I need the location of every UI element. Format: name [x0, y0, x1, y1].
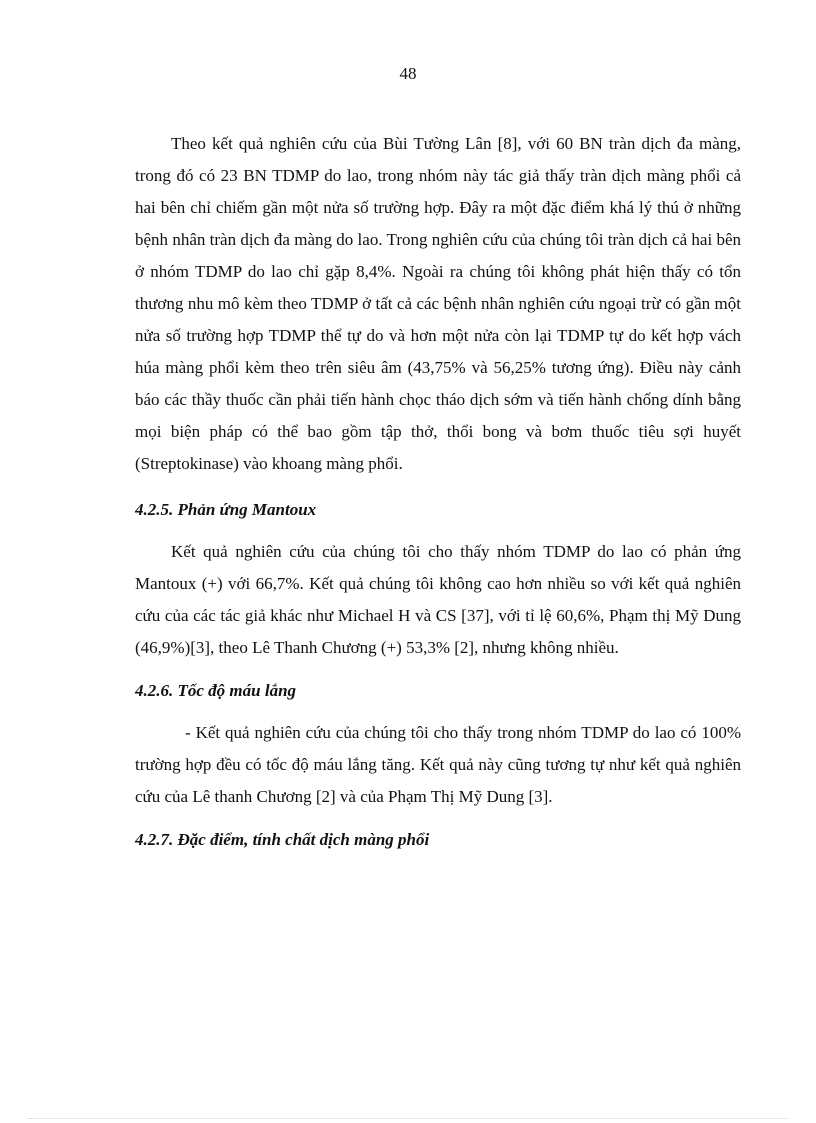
paragraph-mantoux: Kết quả nghiên cứu của chúng tôi cho thấy nhóm TDMP do lao có phản ứng Mantoux (+) với 66,7%. Kết quả chúng tôi không cao hơn nhiều so với kết quả nghiên cứu của các tác giả khác như Michael H và CS [37], với tỉ lệ 60,6%, Phạm thị Mỹ Dung (46,9%)[3], theo Lê Thanh Chương (+) 53,3% [2], nhưng không nhiều.	[135, 542, 741, 657]
document-body	[135, 128, 741, 866]
paragraph-esr: - Kết quả nghiên cứu của chúng tôi cho thấy trong nhóm TDMP do lao có 100% trường hợp đều có tốc độ máu lắng tăng. Kết quả này cũng tương tự như kết quả nghiên cứu của Lê thanh Chương [2] và của Phạm Thị Mỹ Dung [3].	[135, 723, 741, 806]
section-heading-pleural-fluid: 4.2.7. Đặc điểm, tính chất dịch màng phổi	[135, 830, 430, 849]
paragraph-pleural-effusion-discussion: Theo kết quả nghiên cứu của Bùi Tường Lân [8], với 60 BN tràn dịch đa màng, trong đó có 23 BN TDMP do lao, trong nhóm này tác giả thấy tràn dịch màng phổi cả hai bên chỉ chiếm gần một nửa số trường hợp. Đây ra một đặc điểm khá lý thú ở những bệnh nhân tràn dịch đa màng do lao. Trong nghiên cứu của chúng tôi tràn dịch cả hai bên ở nhóm TDMP do lao chỉ gặp 8,4%. Ngoài ra chúng tôi không phát hiện thấy có tổn thương nhu mô kèm theo TDMP ở tất cả các bệnh nhân nghiên cứu ngoại trừ có gần một nửa số trường hợp TDMP thể tự do và hơn một nửa còn lại TDMP tự do kết hợp vách húa màng phổi kèm theo trên siêu âm (43,75% và 56,25% tương ứng). Điều này cảnh báo các thầy thuốc cần phải tiến hành chọc tháo dịch sớm và tiến hành chống dính bằng mọi biện pháp có thể bao gồm tập thở, thổi bong và bơm thuốc tiêu sợi huyết (Streptokinase) vào khoang màng phổi.	[135, 134, 741, 473]
section-heading-esr: 4.2.6. Tốc độ máu lắng	[135, 681, 297, 700]
section-heading-mantoux: 4.2.5. Phản ứng Mantoux	[135, 500, 317, 519]
page-number: 48	[399, 64, 417, 83]
page-bottom-divider	[28, 1118, 788, 1119]
